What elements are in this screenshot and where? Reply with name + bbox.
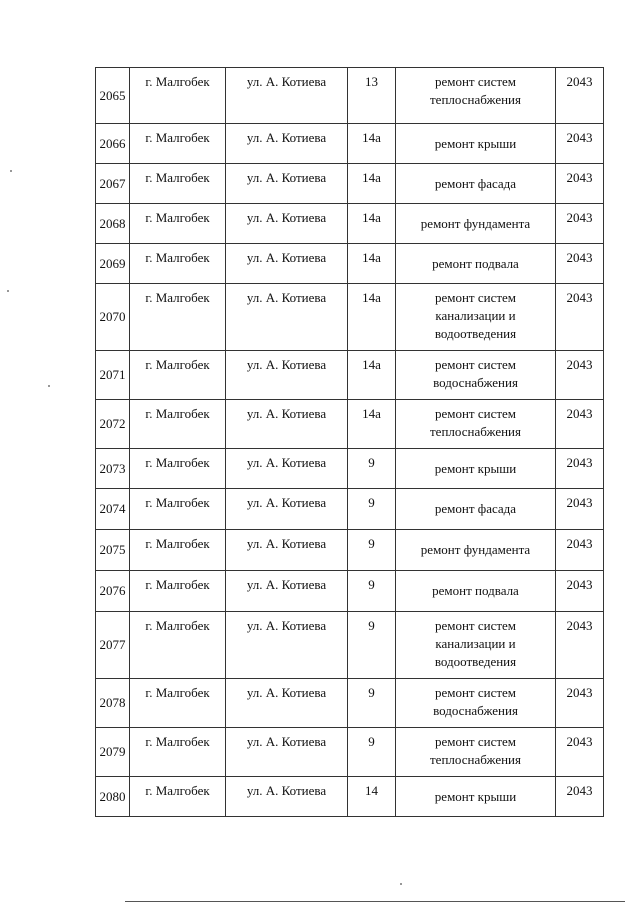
scan-speck bbox=[10, 170, 12, 172]
work-type-line: водоотведения bbox=[434, 654, 517, 669]
house-number-cell: 9 bbox=[348, 612, 396, 679]
year-cell: 2043 bbox=[556, 449, 604, 489]
year-cell: 2043 bbox=[556, 68, 604, 124]
year-cell: 2043 bbox=[556, 351, 604, 400]
city-cell: г. Малгобек bbox=[130, 530, 226, 571]
street-cell: ул. А. Котиева bbox=[226, 530, 348, 571]
year-cell: 2043 bbox=[556, 777, 604, 817]
page-bottom-rule bbox=[125, 901, 625, 902]
table-row bbox=[96, 612, 604, 679]
work-type-line: ремонт систем bbox=[434, 406, 517, 421]
street-cell: ул. А. Котиева bbox=[226, 164, 348, 204]
year-cell: 2043 bbox=[556, 679, 604, 728]
row-number-cell: 2073 bbox=[96, 449, 130, 489]
city-cell: г. Малгобек bbox=[130, 351, 226, 400]
table-row bbox=[96, 124, 604, 164]
street-cell: ул. А. Котиева bbox=[226, 204, 348, 244]
street-cell: ул. А. Котиева bbox=[226, 679, 348, 728]
row-number-cell: 2072 bbox=[96, 400, 130, 449]
house-number-cell: 9 bbox=[348, 449, 396, 489]
work-type-line: водоснабжения bbox=[433, 375, 518, 390]
house-number-cell: 14а bbox=[348, 204, 396, 244]
work-type-line: ремонт систем bbox=[434, 685, 517, 700]
table-row bbox=[96, 571, 604, 612]
house-number-cell: 9 bbox=[348, 571, 396, 612]
work-type-line: водоснабжения bbox=[433, 703, 518, 718]
row-number-cell: 2078 bbox=[96, 679, 130, 728]
work-type-line: ремонт крыши bbox=[434, 460, 517, 476]
row-number-cell: 2080 bbox=[96, 777, 130, 817]
work-type-cell bbox=[396, 400, 556, 449]
house-number-cell: 13 bbox=[348, 68, 396, 124]
year-cell: 2043 bbox=[556, 284, 604, 351]
work-type-line: ремонт фасада bbox=[434, 175, 517, 191]
city-cell: г. Малгобек bbox=[130, 728, 226, 777]
street-cell: ул. А. Котиева bbox=[226, 728, 348, 777]
row-number-cell: 2067 bbox=[96, 164, 130, 204]
work-type-line: теплоснабжения bbox=[430, 752, 521, 767]
year-cell: 2043 bbox=[556, 204, 604, 244]
row-number-cell: 2079 bbox=[96, 728, 130, 777]
house-number-cell: 9 bbox=[348, 489, 396, 530]
city-cell: г. Малгобек bbox=[130, 124, 226, 164]
work-type-line: водоотведения bbox=[434, 326, 517, 341]
city-cell: г. Малгобек bbox=[130, 244, 226, 284]
work-type-line: теплоснабжения bbox=[430, 92, 521, 107]
city-cell: г. Малгобек bbox=[130, 204, 226, 244]
work-type-cell bbox=[396, 351, 556, 400]
table-row bbox=[96, 204, 604, 244]
city-cell: г. Малгобек bbox=[130, 164, 226, 204]
table-row bbox=[96, 244, 604, 284]
year-cell: 2043 bbox=[556, 612, 604, 679]
street-cell: ул. А. Котиева bbox=[226, 489, 348, 530]
year-cell: 2043 bbox=[556, 244, 604, 284]
work-type-line: ремонт фундамента bbox=[420, 215, 531, 231]
work-type-line: ремонт крыши bbox=[434, 788, 517, 804]
year-cell: 2043 bbox=[556, 530, 604, 571]
city-cell: г. Малгобек bbox=[130, 284, 226, 351]
work-type-cell bbox=[396, 449, 556, 489]
house-number-cell: 9 bbox=[348, 679, 396, 728]
street-cell: ул. А. Котиева bbox=[226, 612, 348, 679]
row-number-cell: 2076 bbox=[96, 571, 130, 612]
city-cell: г. Малгобек bbox=[130, 777, 226, 817]
street-cell: ул. А. Котиева bbox=[226, 351, 348, 400]
city-cell: г. Малгобек bbox=[130, 449, 226, 489]
work-type-line: ремонт систем bbox=[434, 74, 517, 89]
repair-schedule-table bbox=[95, 67, 604, 817]
work-type-cell bbox=[396, 777, 556, 817]
city-cell: г. Малгобек bbox=[130, 400, 226, 449]
scan-speck bbox=[400, 883, 402, 885]
table-row bbox=[96, 284, 604, 351]
city-cell: г. Малгобек bbox=[130, 68, 226, 124]
work-type-cell bbox=[396, 571, 556, 612]
table-row bbox=[96, 489, 604, 530]
street-cell: ул. А. Котиева bbox=[226, 400, 348, 449]
street-cell: ул. А. Котиева bbox=[226, 449, 348, 489]
work-type-line: ремонт крыши bbox=[434, 135, 517, 151]
house-number-cell: 9 bbox=[348, 728, 396, 777]
table-body bbox=[96, 68, 604, 817]
year-cell: 2043 bbox=[556, 124, 604, 164]
row-number-cell: 2071 bbox=[96, 351, 130, 400]
house-number-cell: 14а bbox=[348, 124, 396, 164]
table-row bbox=[96, 164, 604, 204]
year-cell: 2043 bbox=[556, 728, 604, 777]
scan-speck bbox=[7, 290, 9, 292]
table-row bbox=[96, 351, 604, 400]
house-number-cell: 14а bbox=[348, 400, 396, 449]
work-type-cell bbox=[396, 530, 556, 571]
work-type-cell bbox=[396, 679, 556, 728]
house-number-cell: 14а bbox=[348, 351, 396, 400]
city-cell: г. Малгобек bbox=[130, 679, 226, 728]
year-cell: 2043 bbox=[556, 489, 604, 530]
work-type-line: ремонт систем bbox=[434, 290, 517, 305]
year-cell: 2043 bbox=[556, 164, 604, 204]
row-number-cell: 2066 bbox=[96, 124, 130, 164]
row-number-cell: 2069 bbox=[96, 244, 130, 284]
work-type-cell bbox=[396, 284, 556, 351]
city-cell: г. Малгобек bbox=[130, 571, 226, 612]
work-type-line: ремонт подвала bbox=[432, 583, 519, 598]
work-type-cell bbox=[396, 489, 556, 530]
house-number-cell: 9 bbox=[348, 530, 396, 571]
work-type-cell bbox=[396, 244, 556, 284]
work-type-line: теплоснабжения bbox=[430, 424, 521, 439]
year-cell: 2043 bbox=[556, 400, 604, 449]
row-number-cell: 2070 bbox=[96, 284, 130, 351]
year-cell: 2043 bbox=[556, 571, 604, 612]
row-number-cell: 2075 bbox=[96, 530, 130, 571]
work-type-cell bbox=[396, 204, 556, 244]
work-type-cell bbox=[396, 124, 556, 164]
house-number-cell: 14а bbox=[348, 244, 396, 284]
city-cell: г. Малгобек bbox=[130, 489, 226, 530]
work-type-line: ремонт систем bbox=[434, 734, 517, 749]
row-number-cell: 2068 bbox=[96, 204, 130, 244]
house-number-cell: 14а bbox=[348, 164, 396, 204]
work-type-line: ремонт систем bbox=[434, 618, 517, 633]
work-type-cell bbox=[396, 728, 556, 777]
street-cell: ул. А. Котиева bbox=[226, 777, 348, 817]
street-cell: ул. А. Котиева bbox=[226, 68, 348, 124]
work-type-cell bbox=[396, 68, 556, 124]
table-row bbox=[96, 530, 604, 571]
row-number-cell: 2077 bbox=[96, 612, 130, 679]
street-cell: ул. А. Котиева bbox=[226, 244, 348, 284]
table-row bbox=[96, 728, 604, 777]
table-row bbox=[96, 400, 604, 449]
house-number-cell: 14 bbox=[348, 777, 396, 817]
work-type-line: канализации и bbox=[435, 308, 516, 323]
work-type-line: ремонт подвала bbox=[432, 255, 519, 271]
scan-speck bbox=[48, 385, 50, 387]
table-row bbox=[96, 449, 604, 489]
work-type-cell bbox=[396, 164, 556, 204]
work-type-line: ремонт фасада bbox=[434, 501, 517, 516]
street-cell: ул. А. Котиева bbox=[226, 571, 348, 612]
table-row bbox=[96, 68, 604, 124]
row-number-cell: 2074 bbox=[96, 489, 130, 530]
city-cell: г. Малгобек bbox=[130, 612, 226, 679]
house-number-cell: 14а bbox=[348, 284, 396, 351]
street-cell: ул. А. Котиева bbox=[226, 124, 348, 164]
work-type-line: ремонт систем bbox=[434, 357, 517, 372]
work-type-line: канализации и bbox=[435, 636, 516, 651]
table-row bbox=[96, 777, 604, 817]
row-number-cell: 2065 bbox=[96, 68, 130, 124]
table-row bbox=[96, 679, 604, 728]
work-type-cell bbox=[396, 612, 556, 679]
work-type-line: ремонт фундамента bbox=[420, 542, 531, 557]
street-cell: ул. А. Котиева bbox=[226, 284, 348, 351]
